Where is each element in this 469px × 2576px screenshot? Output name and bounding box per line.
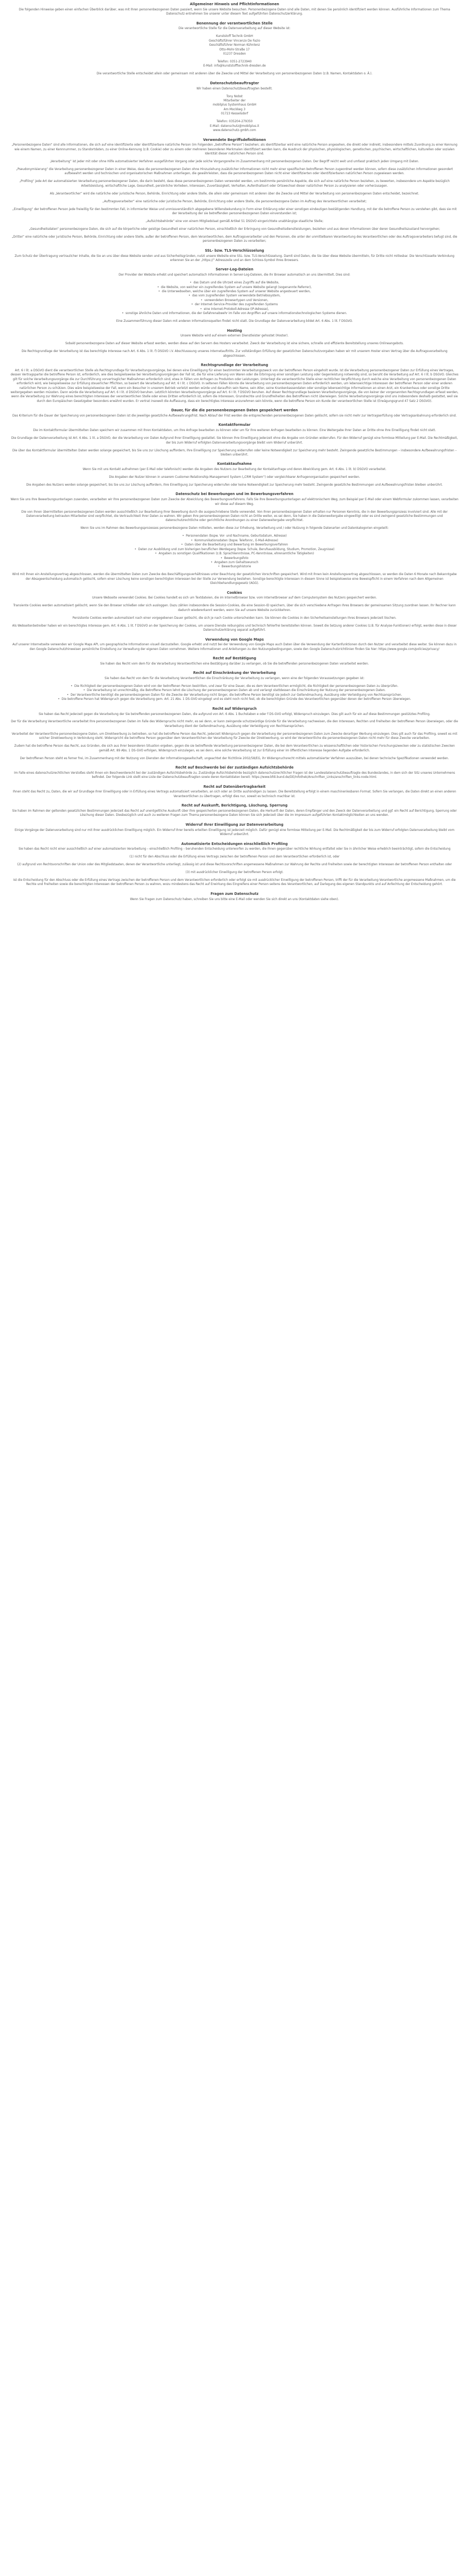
section-heading: Recht auf Widerspruch (212, 706, 257, 711)
section-heading: Hosting (227, 328, 242, 333)
bullet-item: • das vom zugreifenden System verwendete Betriebssystem, (10, 294, 459, 298)
section-heading: Kontaktformular (218, 423, 251, 427)
section-paragraph: Transiente Cookies werden automatisiert gelöscht, wenn Sie den Browser schließen oder sich ausloggen. Dazu zählen insbesondere die Session-Cookies, die eine Session-ID speichern, über die sich verschiedene Anfragen Ihres Browsers der gemeinsamen Sitzung zuordnen lassen. Ihr Rechner kann dadurch wiedererkannt werden, wenn Sie auf unsere Website zurückkehren. (13, 604, 456, 612)
policy-section (10, 492, 459, 586)
policy-section (10, 842, 459, 887)
section-paragraph: Verarbeitet der Verantwortliche personenbezogene Daten, um Direktwerbung zu betreiben, so hat die betroffene Person das Recht, jederzeit Widerspruch gegen die Verarbeitung der personenbezogenen Daten zum Zwecke derartiger Werbung einzulegen. Dies gilt auch für das Profiling, soweit es mit solcher Direktwerbung in Verbindung steht. Widerspricht die betroffene Person gegenüber dem Verantwortlichen der Verarbeitung für Zwecke der Direktwerbung, so wird der Verantwortliche die personenbezogenen Daten nicht mehr für diese Zwecke verarbeiten. (11, 732, 458, 740)
section-paragraph: „Auftragsverarbeiter“ eine natürliche oder juristische Person, Behörde, Einrichtung oder andere Stelle, die personenbezogene Daten im Auftrag des Verantwortlichen verarbeitet; (102, 200, 367, 203)
address-line: mobilplus Systemhaus GmbH (212, 103, 257, 107)
section-paragraph: Wenn Sie Fragen zum Datenschutz haben, schreiben Sie uns bitte eine E-Mail oder wenden Sie sich direkt an uns (Kontaktdaten siehe oben). (130, 897, 339, 901)
address-line: Geschäftsführer Vincenzo De Fazio (209, 39, 260, 43)
section-heading: Datenschutzbeauftragter (210, 81, 259, 85)
section-paragraph: Die von Ihnen übermittelten personenbezogenen Daten werden ausschließlich zur Bearbeitung Ihrer Bewerbung durch die ausgeschriebene Stelle verwendet. Von Ihren personenbezogenen Daten erhalten nur Personen Kenntnis, die in den Bewerbungsprozess involviert sind. Alle mit der Datenverarbeitung betrauten Mitarbeiter sind verpflichtet, die Vertraulichkeit Ihrer Daten zu wahren. Wir geben Ihre personenbezogenen Daten nicht an Dritte weiter, es sei denn, Sie haben in die Datenweitergabe eingewilligt oder es sind zwingend gesetzliche Bestimmungen und datenschutzrechtliche oder gerichtliche Anordnungen zu einer Datenweitergabe verpflichtet. (21, 510, 448, 523)
contact-line: Telefon: 0351-2723940 (217, 60, 252, 63)
policy-section (10, 823, 459, 837)
bullet-list (10, 534, 459, 569)
section-paragraph: „Pseudonymisierung“ die Verarbeitung personenbezogener Daten in einer Weise, dass die personenbezogenen Daten ohne Hinzuziehung zusätzlicher Informationen nicht mehr einer spezifischen betroffenen Person zugeordnet werden können, sofern diese zusätzlichen Informationen gesondert aufbewahrt werden und technischen und organisatorischen Maßnahmen unterliegen, die gewährleisten, dass die personenbezogenen Daten nicht einer identifizierten oder identifizierbaren natürlichen Person zugewiesen werden. (16, 168, 453, 176)
contact-line: Telefon: 035204-279350 (216, 120, 253, 124)
section-paragraph: Die Rechtsgrundlage der Verarbeitung ist das berechtigte Interesse nach Art. 6 Abs. 1 lit. f) DSGVO i.V. Abschlusssung unseres Internetauftritts. Zur vollständigen Erfüllung der gesetzlichen Datenschutzvorgaben haben wir mit unserem Hoster einen Vertrag über die Auftragsverarbeitung abgeschlossen. (21, 350, 448, 358)
policy-section (10, 363, 459, 404)
section-paragraph: „Einwilligung“ der betroffenen Person jede freiwillig für den bestimmten Fall, in informierter Weise und unmissverständlich abgegebene Willensbekundung in Form einer Erklärung oder einer sonstigen eindeutigen bestätigenden Handlung, mit der die betroffene Person zu verstehen gibt, dass sie mit der Verarbeitung der sie betreffenden personenbezogenen Daten einverstanden ist; (12, 207, 457, 216)
section-heading: Server-Log-Dateien (216, 267, 253, 272)
bullet-item: • Daten zur Ausbildung und zum bisherigen beruflichen Werdegang (bspw. Schule, Berufsausbildung, Studium, Promotion, Zeugnisse) (10, 548, 459, 552)
bullet-item: • Die Verarbeitung ist unrechtmäßig, die Betroffene Person lehnt die Löschung der personenbezogenen Daten ab und verlangt stattdessen die Einschränkung der Nutzung der personenbezogenen Daten. (10, 688, 459, 693)
policy-section (10, 329, 459, 359)
bullet-item: • die Unterwebseiten, welche über ein zugreifendes System auf unserer Website angesteuert werden, (10, 290, 459, 294)
section-paragraph: (2) aufgrund von Rechtsvorschriften der Union oder des Mitgliedstaaten, denen der Verantwortliche unterliegt, zulässig ist und diese Rechtsvorschriften angemessene Maßnahmen zur Wahrung der Rechte und Freiheiten sowie der berechtigten Interessen der betroffenen Person enthalten oder (17, 863, 452, 867)
section-paragraph: Einige Vorgänge der Datenverarbeitung sind nur mit Ihrer ausdrücklichen Einwilligung möglich. Ein Widerruf Ihrer bereits erteilten Einwilligung ist jederzeit möglich. Dafür genügt eine formlose Mitteilung per E-Mail. Die Rechtmäßigkeit der bis zum Widerruf erfolgten Datenverarbeitung bleibt vom Widerruf unberührt. (15, 828, 454, 837)
section-paragraph: „Personenbezogene Daten“ sind alle Informationen, die sich auf eine identifizierte oder identifizierbare natürliche Person (im Folgenden „betroffene Person“) beziehen; als identifizierbar wird eine natürliche Person angesehen, die direkt oder indirekt, insbesondere mittels Zuordnung zu einer Kennung wie einem Namen, zu einer Kennnummer, zu Standortdaten, zu einer Online-Kennung (z.B. Cookie) oder zu einem oder mehreren besonderen Merkmalen identifiziert werden kann, die Ausdruck der physischen, physiologischen, genetischen, psychischen, wirtschaftlichen, kulturellen oder sozialen Identität dieser natürlichen Person sind. (11, 144, 458, 156)
section-paragraph: „Profiling“ jede Art der automatisierten Verarbeitung personenbezogener Daten, die darin besteht, dass diese personenbezogenen Daten verwendet werden, um bestimmte persönliche Aspekte, die sich auf eine natürliche Person beziehen, zu bewerten, insbesondere um Aspekte bezüglich Arbeitsleistung, wirtschaftliche Lage, Gesundheit, persönliche Vorlieben, Interessen, Zuverlässigkeit, Verhalten, Aufenthaltsort oder Ortswechsel dieser natürlichen Person zu analysieren oder vorherzusagen. (19, 180, 450, 188)
section-heading: SSL- bzw. TLS-Verschlüsselung (205, 248, 264, 253)
bullet-item: • Die betroffene Person hat Widerspruch gegen die Verarbeitung gem. Art. 21 Abs. 1 DS-GVO eingelegt und es steht noch nicht fest, ob die berechtigten Gründe des Verantwortlichen gegenüber denen der betroffenen Person überwiegen. (10, 697, 459, 701)
bullet-item: • eine Internet-Protokoll-Adresse (IP-Adresse), (10, 307, 459, 311)
section-paragraph: Ihnen steht das Recht zu, Daten, die wir auf Grundlage Ihrer Einwilligung oder in Erfüllung eines Vertrags automatisiert verarbeiten, an sich oder an Dritte aushändigen zu lassen. Die Bereitstellung erfolgt in einem maschinenlesbaren Format. Sofern Sie verlangen, die Daten direkt an einen anderen Verantwortlichen zu übertragen, erfolgt dies nur, soweit es technisch machbar ist. (12, 790, 457, 798)
address-block (10, 34, 459, 56)
address-line: 01723 Kesselsdorf (221, 112, 248, 116)
section-paragraph: Persistente Cookies werden automatisiert nach einer vorgegebenen Dauer gelöscht, die sich je nach Cookie unterscheiden kann. Sie können die Cookies in den Sicherheitseinstellungen Ihres Browsers jederzeit löschen. (72, 616, 397, 620)
policy-section (10, 2, 459, 17)
policy-section (10, 462, 459, 487)
section-paragraph: Sie haben im Rahmen der geltenden gesetzlichen Bestimmungen jederzeit das Recht auf unentgeltliche Auskunft über Ihre gespeicherten personenbezogenen Daten, die Herkunft der Daten, deren Empfänger und den Zweck der Datenverarbeitung und ggf. ein Recht auf Berichtigung, Sperrung oder Löschung dieser Daten. Diesbezüglich und auch zu weiteren Fragen zum Thema personenbezogene Daten können Sie sich jederzeit über die im Impressum aufgeführten Kontaktmöglichkeiten an uns wenden. (12, 810, 457, 817)
policy-section (10, 408, 459, 418)
section-paragraph: Auf unserer Internetseite verwenden wir Google Maps API, um geographische Informationen visuell darzustellen. Google erhebt und nutzt bei der Verwendung von Google Maps auch Daten über die Verwendung der Kartenfunktionen durch den Nutzer und verarbeitet diese weiter. Sie können dazu in den Google Datenschutzhinweisen persönliche Einstellung zur Verwaltung der eigenen Daten vornehmen. Weitere Informationen und Anleitungen zu den Nutzungsbedingungen, sowie den Google Datenschutzrichtlinien finden Sie hier: https://www.google.com/policies/privacy/ (12, 643, 457, 651)
policy-section (10, 591, 459, 633)
section-paragraph: Als Webseitenbetreiber haben wir ein berechtigtes Interesse gem. Art. 6 Abs. 1 lit. f DSGVO an der Speicherung der Cookies, um unsere Dienste reibungslos und technisch fehlerfrei bereitstellen können. Soweit die Setzung anderer Cookies (z.B. für Analyse-Funktionen) erfolgt, werden diese in dieser Datenschutzerklärung separat aufgeführt. (12, 624, 457, 632)
address-line: 01237 Dresden (223, 53, 246, 56)
section-paragraph: Zum Schutz der Übertragung vertraulicher Inhalte, die Sie an uns über diese Website senden und aus Sicherheitsgründen, nutzt unsere Website eine SSL- bzw. TLS-Verschlüsselung. Damit sind Daten, die Sie über diese Website übermitteln, für Dritte nicht mitlesbar. Die Verschlüsselte Verbindung erkennen Sie an der „https://“ Adresszeile und an dem Schloss-Symbol Ihres Browsers. (15, 254, 454, 262)
section-heading: Datenschutz bei Bewerbungen und im Bewerbungsverfahren (175, 492, 294, 497)
section-paragraph: Die Grundlage der Datenverarbeitung ist Art. 6 Abs. 1 lit. a DSGVO, der die Verarbeitung von Daten Aufgrund Ihrer Einwilligung gestattet. Sie können Ihre Einwilligung jederzeit ohne die Angabe von Gründen widerrufen. Für den Widerruf genügt eine formlose Mitteilung per E-Mail. Die Rechtmäßigkeit, der bis zum Widerruf erfolgten Datenverarbeitungsvorgänge bleibt vom Widerruf unberührt. (11, 437, 458, 445)
bullet-item: • Bewerbungshistorie (10, 565, 459, 569)
policy-section (10, 638, 459, 652)
address-block (10, 95, 459, 116)
section-heading: Fragen zum Datenschutz (210, 891, 259, 896)
section-heading: Dauer, für die die personenbezogenen Daten gespeichert werden (171, 408, 298, 413)
bullet-list (10, 281, 459, 316)
contact-block (10, 120, 459, 133)
address-line: Tony Nobst (226, 95, 243, 98)
section-paragraph: Unsere Webseite verwendet Cookies. Bei Cookies handelt es sich um Textdateien, die im Internetbrowser bzw. vom Internetbrowser auf dem Computersystem des Nutzers gespeichert werden. (92, 596, 377, 600)
policy-section (10, 249, 459, 263)
section-paragraph: Ist die Entscheidung für den Abschluss oder die Erfüllung eines Vertrags zwischen der betroffenen Person und dem Verantwortlichen erforderlich oder erfolgt sie mit ausdrücklicher Einwilligung der betroffenen Person, trifft der für die Verarbeitung Verantwortliche angemessene Maßnahmen, um die Rechte und Freiheiten sowie die berechtigten Interessen der betroffenen Person zu wahren, wozu mindestens das Recht auf Erwirkung des Eingreifens einer Person seitens des Verantwortlichen, auf Darlegung des eigenen Standpunkts und auf Anfechtung der Entscheidung gehört. (13, 879, 456, 887)
policy-section (10, 785, 459, 799)
section-heading: Verwendung von Google Maps (205, 637, 264, 642)
section-paragraph: „Dritter“ eine natürliche oder juristische Person, Behörde, Einrichtung oder andere Stelle, außer der betroffenen Person, dem Verantwortlichen, dem Auftragsverarbeiter und den Personen, die unter der unmittelbaren Verantwortung des Verantwortlichen oder des Auftragsverarbeiters befugt sind, die personenbezogenen Daten zu verarbeiten; (11, 235, 458, 243)
policy-section (10, 892, 459, 902)
section-paragraph: Sie haben das Recht vom dem für die Verarbeitung Verantwortlichen eine Bestätigung darüber zu verlangen, ob Sie die betreffenden personenbezogenen Daten verarbeitet werden. (100, 662, 369, 666)
section-heading: Recht auf Auskunft, Berichtigung, Löschung, Sperrung (181, 803, 288, 808)
section-closing: Wird mit Ihnen ein Anstellungsvertrag abgeschlossen, werden die übermittelten Daten zum Zwecke des Beschäftigungsverhältnisses unter Beachtung der gesetzlichen Vorschriften gespeichert. Wird mit Ihnen kein Anstellungsvertrag abgeschlossen, so werden die Daten 6 Monate nach Bekanntgabe der Absageentscheidung automatisch gelöscht, sofern einer Löschung keine sonstigen berechtigten Interessen bei der Stelle zur Verwendung bestehen. Sonstige berechtigte Interessen in diesem Sinne ist beispielsweise eine Beweispflicht in einem Verfahren nach dem Allgemeinen Gleichbehandlungsgesetz (AGG). (12, 573, 457, 586)
section-paragraph: Die über das Kontaktformular übermittelten Daten werden solange gespeichert, bis Sie uns zur Löschung auffordern, Ihre Einwilligung zur Speicherung widerrufen oder keine Notwendigkeit zur Speicherung mehr besteht. Zwingende gesetzliche Bestimmungen – insbesondere Aufbewahrungsfristen – bleiben unberührt. (12, 449, 457, 457)
section-paragraph: Der betroffenen Person steht es ferner frei, im Zusammenhang mit der Nutzung von Diensten der Informationsgesellschaft, ungeachtet der Richtlinie 2002/58/EG, ihr Widerspruchsrecht mittels automatisierter Verfahren auszuüben, bei denen technische Spezifikationen verwendet werden. (20, 757, 449, 760)
section-paragraph: Die im Kontaktformular übermittelten Daten speichern wir zusammen mit Ihren Kontaktdaten, um Ihre Anfrage bearbeiten zu können oder um für Ihre weiteren Anfragen bearbeiten zu können. Eine Weitergabe Ihrer Daten an Dritte ohne Ihre Einwilligung findet nicht statt. (33, 429, 436, 433)
section-closing: Die verantwortliche Stelle entscheidet allein oder gemeinsam mit anderen über die Zwecke und Mittel der Verarbeitung von personenbezogenen Daten (z.B. Namen, Kontaktdaten o. Ä.). (96, 72, 373, 76)
section-heading: Benennung der verantwortlichen Stelle (196, 21, 273, 25)
policy-section (10, 803, 459, 818)
contact-line: www.datenschutz-gmbh.com (213, 129, 256, 133)
bullet-item: • Der Verantwortliche benötigt die personenbezogenen Daten für die Zwecke der Verarbeitung nicht länger, die betroffene Person benötigt sie jedoch zur Geltendmachung, Ausübung oder Verteidigung von Rechtsansprüchen. (10, 693, 459, 697)
section-heading: Cookies (227, 590, 242, 595)
contact-line: E-Mail: info@kunststofftechnik-dresden.de (203, 64, 266, 68)
policy-section (10, 21, 459, 76)
bullet-item: • die Website, von welcher ein zugreifendes System auf unsere Website gelangt (sogenannte Referrer), (10, 285, 459, 290)
section-heading: Widerruf Ihrer Einwilligung zur Datenverarbeitung (185, 822, 284, 827)
bullet-list (10, 684, 459, 702)
section-paragraph: Als „Verantwortlicher“ wird die natürliche oder juristische Person, Behörde, Einrichtung oder andere Stelle, die allein oder gemeinsam mit anderen über die Zwecke und Mittel der Verarbeitung von personenbezogenen Daten entscheidet, bezeichnet. (49, 192, 420, 196)
section-paragraph: Wenn Sie uns im Rahmen des Bewerbungsprozesses personenbezogene Daten mitteilen, werden diese zur Erhebung, Verarbeitung und / oder Nutzung in folgende Datenarten und Datenkategorien eingeteilt: (80, 527, 389, 530)
policy-section (10, 423, 459, 457)
bullet-item: • Personendaten (bspw. Vor- und Nachname, Geburtsdatum, Adresse) (10, 534, 459, 538)
section-paragraph: Art. 6 I lit. a DSGVO dient die verantwortlichen Stelle als Rechtsgrundlage für Verarbeitungsvorgänge, bei denen eine Einwilligung für einen bestimmten Verarbeitungszweck von der betroffenen Person eingeholt wurde. Ist die Verarbeitung personenbezogener Daten zur Erfüllung eines Vertrages, dessen Vertragspartei die betroffene Person ist, erforderlich, wie dies beispielsweise bei Verarbeitungsvorgängen der Fall ist, die für eine Lieferung von Waren oder die Erbringung einer sonstigen Leistung oder Gegenleistung notwendig sind, so beruht die Verarbeitung auf Art. 6 I lit. b DSGVO. Gleiches gilt für solche Verarbeitungsvorgänge die zur Durchführung vorvertraglicher Maßnahmen erforderlich sind, etwa in Fällen von Anfragen zu Produkten oder Leistungen. Unterliegt die verantwortliche Stelle einer rechtlichen Verpflichtung durch welche eine Verarbeitung von personenbezogenen Daten erforderlich wird, wie beispielsweise zur Erfüllung steuerlicher Pflichten, so basiert die Verarbeitung auf Art. 6 I lit. c DSGVO. In seltenen Fällen könnte die Verarbeitung von personenbezogenen Daten erforderlich werden, um lebenswichtige Interessen der betroffenen Person oder einer anderen natürlichen Person zu schützen. Dies wäre beispielsweise der Fall, wenn ein Besucher in unserem Betrieb verletzt werden würde und daraufhin sein Name, sein Alter, seine Krankenkassendaten oder sonstige lebenswichtige Informationen an einen Arzt, ein Krankenhaus oder sonstige Dritte weitergegeben werden müssten. Dann würde die Verarbeitung auf Art. 6 I lit. d DSGVO beruhen. Letztlich könnten Verarbeitungsvorgänge auf Art. 6 I lit. f DSGVO beruhen. Auf dieser Rechtsgrundlage basieren Verarbeitungsvorgänge, die von keiner der vorgenannten Rechtsgrundlagen erfasst werden, wenn die Verarbeitung zur Wahrung eines berechtigten Interesses der verantwortlichen Stelle oder eines Dritten erforderlich ist, sofern die Interessen, Grundrechte und Grundfreiheiten des Betroffenen nicht überwiegen. Solche Verarbeitungsvorgänge sind uns insbesondere deshalb gestattet, weil sie durch den Europäischen Gesetzgeber besonders erwähnt wurden. Er vertrat insoweit die Auffassung, dass ein berechtigtes Interesse anzunehmen sein könnte, wenn die betroffene Person ein Kunde der verantwortlichen Stelle ist (Erwägungsgrund 47 Satz 2 DSGVO). (10, 369, 459, 403)
contact-line: E-Mail: datenschutz@mobilplus.it (210, 124, 259, 128)
policy-section (10, 707, 459, 761)
section-paragraph: Das Kriterium für die Dauer der Speicherung von personenbezogenen Daten ist die jeweilige gesetzliche Aufbewahrungsfrist. Nach Ablauf der Frist werden die entsprechenden personenbezogenen Daten gelöscht, sofern sie nicht mehr zur Vertragserfüllung oder Vertragsanbahnung erforderlich sind. (12, 414, 457, 418)
bullet-item: • Bewerbungsfoto (10, 556, 459, 561)
section-paragraph: „Gesundheitsdaten“ personenbezogene Daten, die sich auf die körperliche oder geistige Gesundheit einer natürlichen Person, einschließlich der Erbringung von Gesundheitsdienstleistungen, beziehen und aus denen Informationen über deren Gesundheitszustand hervorgehen; (29, 227, 440, 231)
address-line: Geschäftsführer Norman Kühnlenz (209, 44, 260, 47)
section-paragraph: Wir haben einen Datenschutzbeauftragten bestellt. (196, 87, 273, 90)
address-line: Am Mockkeg 3 (223, 108, 246, 111)
section-paragraph: Der Provider der Website erhebt und speichert automatisch Informationen in Server-Log-Dateien, die Ihr Browser automatisch an uns übermittelt. Dies sind: (119, 274, 350, 277)
bullet-item: • Die Richtigkeit der personenbezogenen Daten wird von der betroffenen Person bestritten, und zwar für eine Dauer, die es dem Verantwortlichen ermöglicht, die Richtigkeit der personenbezogenen Daten zu überprüfen. (10, 684, 459, 688)
section-heading: Automatisierte Entscheidungen einschließlich Profiling (181, 841, 288, 846)
policy-section (10, 267, 459, 323)
bullet-item: • Angaben zu sonstigen Qualifikationen (z.B. Sprachkenntnisse, PC-Kenntnisse, ehrenamtliche Tätigkeiten) (10, 552, 459, 556)
section-heading: Allgemeiner Hinweis und Pflichtinformationen (189, 2, 280, 6)
bullet-item: • Kommunikationsdaten (bspw. Telefonnr., E-Mail-Adresse) (10, 539, 459, 543)
policy-section (10, 765, 459, 780)
section-paragraph: Die Angaben der Nutzer können in unserem Customer-Relationship-Management System („CRM System“) oder vergleichbarer Anfragenorganisation gespeichert werden. (109, 476, 360, 479)
bullet-item: • sonstige ähnliche Daten und Informationen, die der Gefahrenabwehr im Falle von Angriffen auf unsere informationstechnologischen Systeme dienen. (10, 311, 459, 316)
bullet-item: • Angaben zum Gehaltswunsch (10, 561, 459, 565)
privacy-policy-document (0, 0, 469, 913)
section-paragraph: Die Angaben des Nutzers werden solange gespeichert, bis Sie uns zur Löschung auffordern, Ihre Einwilligung zur Speicherung widerrufen oder keine Notwendigkeit zur Speicherung mehr besteht. Zwingende gesetzliche Bestimmungen und Aufbewahrungsfristen bleiben unberührt. (26, 484, 443, 487)
section-paragraph: Sie haben das Recht jederzeit gegen die Verarbeitung der Sie betreffenden personenbezogenen Daten, die aufgrund von Art. 6 Abs. 1 Buchstaben e oder f DS-GVO erfolgt, Widerspruch einzulegen. Dies gilt auch für ein auf diese Bestimmungen gestütztes Profiling. (39, 712, 430, 716)
section-paragraph: Sie haben das Recht nicht einer ausschließlich auf einer automatisierten Verarbeitung – einschließlich Profiling – beruhenden Entscheidung unterworfen zu werden, die Ihnen gegenüber rechtliche Wirkung entfaltet oder Sie in ähnlicher Weise erheblich beeinträchtigt, sofern die Entscheidung (18, 848, 451, 851)
section-heading: Recht auf Datenübertragbarkeit (203, 784, 266, 789)
address-line: Otto-Mohr-Straße 17 (219, 48, 250, 51)
section-paragraph: Die folgenden Hinweise geben einen einfachen Überblick darüber, was mit Ihren personenbezogenen Daten passiert, wenn Sie unsere Website besuchen. Personenbezogene Daten sind alle Daten, mit denen Sie persönlich identifiziert werden können. Ausführliche Informationen zum Thema Datenschutz entnehmen Sie unserer unter diesem Text aufgeführten Datenschutzerklärung. (19, 8, 450, 16)
section-paragraph: Sie haben das Recht von dem für die Verarbeitung Verantwortlichen die Einschränkung der Verarbeitung zu verlangen, wenn eine der folgenden Voraussetzungen gegeben ist: (104, 677, 365, 681)
section-paragraph: Sobald personenbezogene Daten auf dieser Website erfasst werden, werden diese auf den Servern des Hosters verarbeitet. Zweck der Verarbeitung ist eine sichere, schnelle und effiziente Bereitstellung unseres Onlineangebots. (65, 342, 404, 346)
section-heading: Verwendete Begriffsdefinitionen (203, 137, 266, 142)
section-heading: Recht auf Einschränkung der Verarbeitung (193, 671, 276, 675)
policy-section (10, 81, 459, 133)
address-line: Kunststoff Technik GmbH (216, 35, 253, 38)
bullet-item: • der Internet-Service-Provider des zugreifenden Systems (10, 303, 459, 307)
section-paragraph: (1) nicht für den Abschluss oder die Erfüllung eines Vertrags zwischen der betroffenen Person und dem Verantwortlichen erforderlich ist, oder (129, 855, 340, 859)
section-paragraph: „Aufsichtsbehörde“ eine von einem Mitgliedstaat gemäß Artikel 51 DSGVO eingerichtete unabhängige staatliche Stelle; (145, 220, 324, 223)
policy-section (10, 656, 459, 666)
section-paragraph: „Verarbeitung“ ist jeder mit oder ohne Hilfe automatisierter Verfahren ausgeführten Vorgang oder jede solche Vorgangsreihe im Zusammenhang mit personenbezogenen Daten. Der Begriff reicht weit und umfasst praktisch jeden Umgang mit Daten. (49, 160, 420, 164)
address-line: Mitarbeiter der (223, 99, 246, 102)
section-paragraph: Im Falle eines datenschutzrechtlichen Verstoßes steht Ihnen ein Beschwerderecht bei der zuständigen Aufsichtsbehörde zu. Zuständige Aufsichtsbehörde bezüglich datenschutzrechtlicher Fragen ist der Landesdatenschutzbeauftragte des Bundeslandes, in dem sich der Sitz unseres Unternehmens befindet. Der folgende Link stellt eine Liste der Datenschutzbeauftragten sowie deren Kontaktdaten bereit: https://www.bfdi.bund.de/DE/Infothek/Anschriften_Links/anschriften_links-node.html. (14, 771, 455, 779)
section-heading: Rechtsgrundlage der Verarbeitung (200, 363, 269, 367)
bullet-item: • verwendeten Browsertypen und Versionen, (10, 298, 459, 303)
section-closing: Eine Zusammenführung dieser Daten mit anderen Informationsquellen findet nicht statt. Die Grundlage der Datenverarbeitung bildet Art. 6 Abs. 1 lit. f DSGVO. (116, 320, 353, 323)
section-paragraph: Die verantwortliche Stelle für die Datenverarbeitung auf dieser Website ist: (179, 27, 290, 31)
section-paragraph: (3) mit ausdrücklicher Einwilligung der betroffenen Person erfolgt. (185, 871, 284, 875)
bullet-item: • das Datum und die Uhrzeit eines Zugriffs auf die Website, (10, 281, 459, 285)
section-heading: Recht auf Bestätigung (212, 656, 257, 661)
section-heading: Recht auf Beschwerde bei der zuständigen Aufsichtsbehörde (175, 765, 294, 770)
section-paragraph: Wenn Sie uns Ihre Bewerbungsunterlagen zusenden, verarbeiten wir Ihre personenbezogenen Daten zum Zwecke der Abwicklung des Bewerbungsverfahrens. Falls Sie Ihre Bewerbungsunterlagen auf elektronischem Weg, zum Beispiel per E-Mail oder einem Webformular zukommen lassen, verarbeiten wir diese auf diesem Weg. (10, 498, 459, 506)
section-heading: Kontaktaufnahme (217, 462, 252, 466)
section-paragraph: Wenn Sie mit uns Kontakt aufnehmen (per E-Mail oder telefonisch) werden die Angaben des Nutzers zur Bearbeitung der Kontaktanfrage und deren Abwicklung gem. Art. 6 Abs. 1 lit. b) DSGVO verarbeitet. (82, 468, 387, 472)
section-paragraph: Der für die Verarbeitung Verantwortliche verarbeitet Ihre personenbezogenen Daten im Falle des Widerspruchs nicht mehr, es sei denn, er kann zwingende schutzwürdige Gründe für die Verarbeitung nachweisen, die den Interessen, Rechten und Freiheiten der betroffenen Person überwiegen, oder die Verarbeitung dient der Geltendmachung, Ausübung oder Verteidigung von Rechtsansprüchen. (11, 720, 458, 728)
contact-block (10, 60, 459, 69)
policy-section (10, 671, 459, 701)
section-paragraph: Zudem hat die betroffene Person das Recht, aus Gründen, die sich aus ihrer besonderen Situation ergeben, gegen die sie betreffende Verarbeitung personenbezogener Daten, die bei dem Verantwortlichen zu wissenschaftlichen oder historischen Forschungszwecken oder zu statistischen Zwecken gemäß Art. 89 Abs. 1 DS-GVO erfolgen, Widerspruch einzulegen, es sei denn, eine solche Verarbeitung ist zur Erfüllung einer im öffentlichen Interesse liegenden Aufgabe erforderlich. (14, 745, 455, 752)
bullet-item: • Daten über die Bearbeitung und Bewertung im Bewerbungsverfahren (10, 543, 459, 547)
policy-section (10, 138, 459, 244)
section-paragraph: Unsere Website wird auf einem externen Dienstleister gehostet (Hoster). (180, 334, 289, 338)
